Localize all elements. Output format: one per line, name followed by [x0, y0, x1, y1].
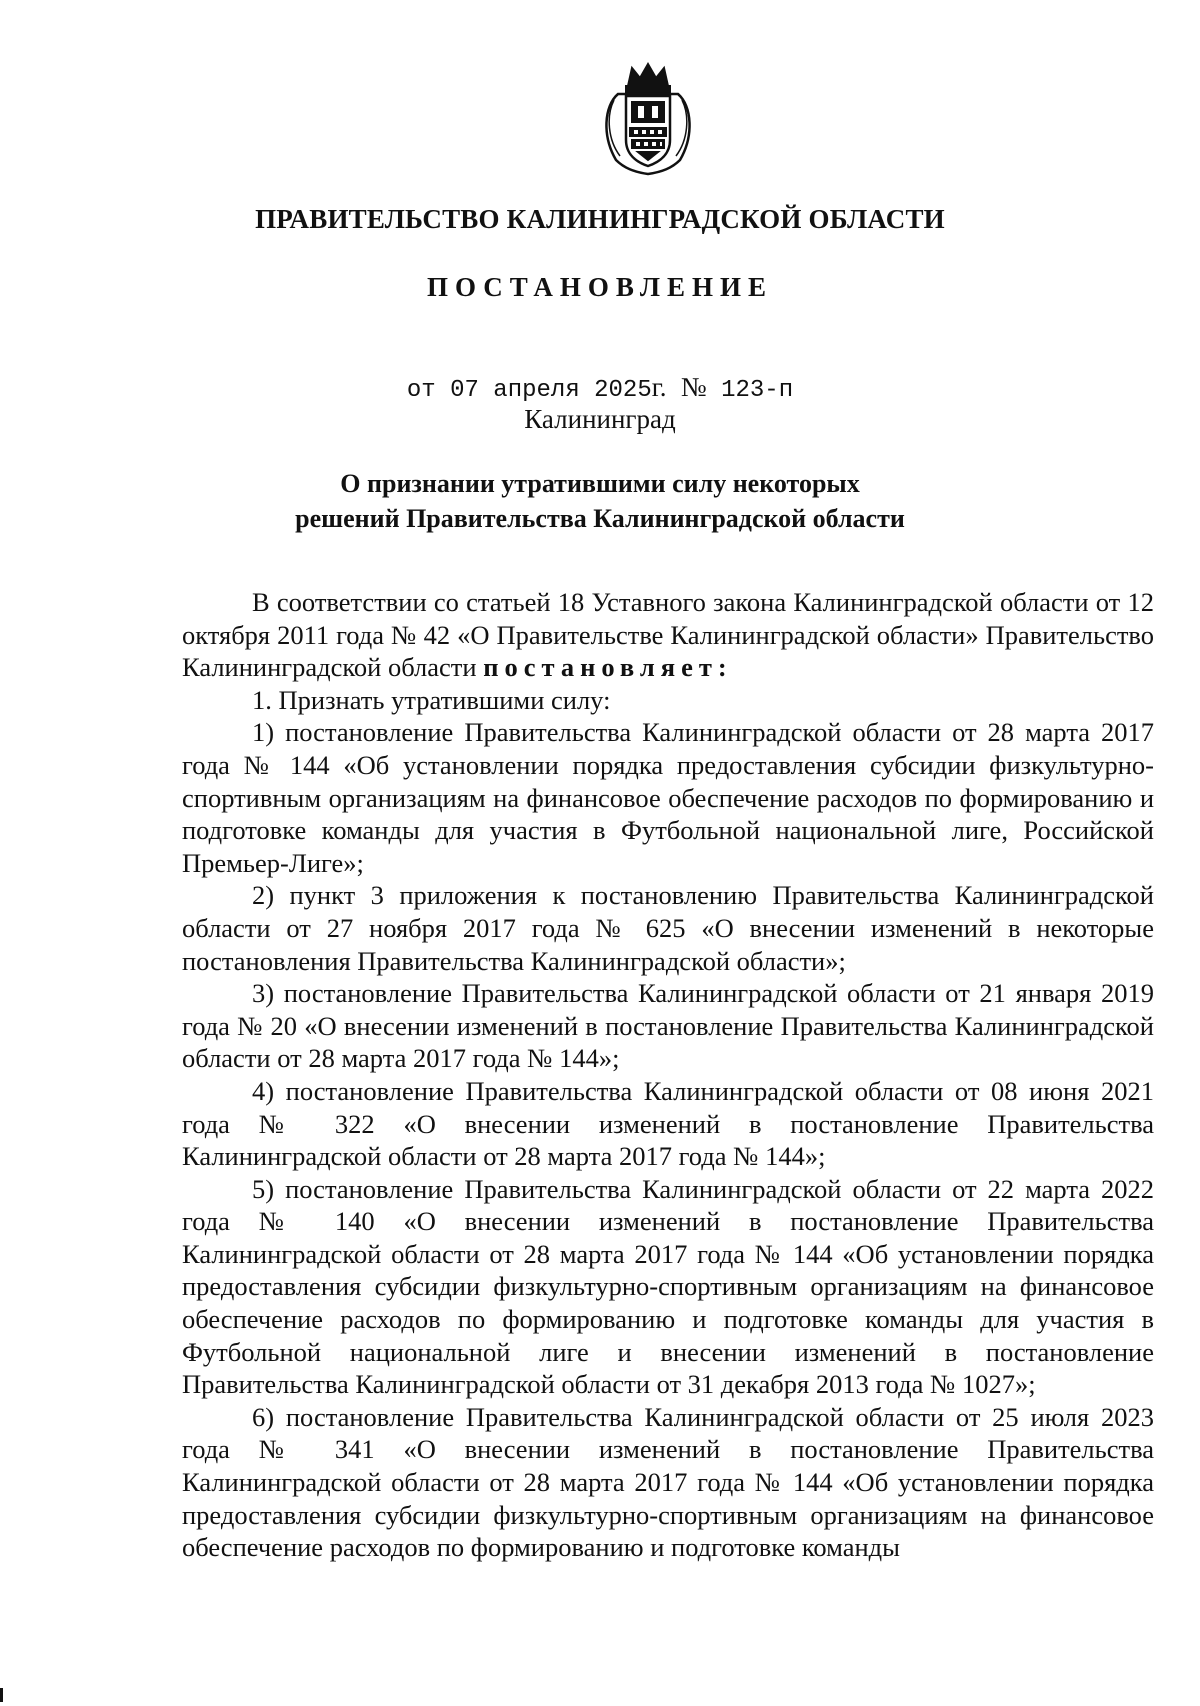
- subclause-4: 4) постановление Правительства Калининградской области от 08 июня 2021 года № 322 «О внесении изменений в постановление Правительства Калининградской области от 28 марта 2017 года № 144»;: [182, 1075, 1154, 1172]
- date-prefix: от: [406, 377, 436, 404]
- kaliningrad-coat-of-arms-icon: [594, 56, 702, 176]
- preamble-resolves: постановляет: [483, 652, 718, 683]
- preamble-colon: :: [717, 652, 727, 683]
- year-suffix: г.: [651, 372, 667, 402]
- clause-1: 1. Признать утратившими силу:: [252, 684, 611, 715]
- document-subject: [0, 466, 1200, 536]
- document-body: [182, 586, 1154, 1564]
- subject-line-1: О признании утратившими силу некоторых: [340, 469, 860, 498]
- number-sign: №: [680, 372, 707, 402]
- document-type-title: ПОСТАНОВЛЕНИЕ: [426, 272, 774, 302]
- document-date-number: [0, 372, 1200, 404]
- subclause-1: 1) постановление Правительства Калининградской области от 28 марта 2017 года № 144 «Об установлении порядка предоставления субсидии физкультурно-спортивным организациям на финансовое обеспечение расходов по формированию и подготовке команды для участия в Футбольной национальной лиге, Российской Премьер-Лиге»;: [182, 717, 1154, 878]
- preamble-text: В соответствии со статьей 18 Уставного закона Калининградской области от 12 октября 2011 года № 42 «О Правительстве Калининградской области» Правительство Калининградской области: [182, 587, 1154, 683]
- subclause-3: 3) постановление Правительства Калининградской области от 21 января 2019 года № 20 «О внесении изменений в постановление Правительства Калининградской области от 28 марта 2017 года № 144»;: [182, 978, 1154, 1074]
- preamble-paragraph: [182, 586, 1154, 684]
- document-number: 123-п: [721, 377, 794, 404]
- organization-title: ПРАВИТЕЛЬСТВО КАЛИНИНГРАДСКОЙ ОБЛАСТИ: [255, 204, 945, 234]
- subclause-6: 6) постановление Правительства Калининградской области от 25 июля 2023 года № 341 «О внесении изменений в постановление Правительства Калининградской области от 28 марта 2017 года № 144 «Об установлении порядка предоставления субсидии физкультурно-спортивным организациям на финансовое обеспечение расходов по формированию и подготовке команды: [182, 1401, 1154, 1563]
- document-city: Калининград: [524, 404, 676, 434]
- subclause-2: 2) пункт 3 приложения к постановлению Правительства Калининградской области от 27 ноября 2017 года № 625 «О внесении изменений в некоторые постановления Правительства Калининградской области»;: [182, 880, 1154, 976]
- date-day-month: 07 апреля: [450, 377, 580, 404]
- date-year: 2025: [594, 377, 652, 404]
- subject-line-2: решений Правительства Калининградской области: [295, 504, 905, 533]
- subclause-5: 5) постановление Правительства Калининградской области от 22 марта 2022 года № 140 «О внесении изменений в постановление Правительства Калининградской области от 28 марта 2017 года № 144 «Об установлении порядка предоставления субсидии физкультурно-спортивным организациям на финансовое обеспечение расходов по формированию и подготовке команды для участия в Футбольной национальной лиге и внесении изменений в постановление Правительства Калининградской области от 31 декабря 2013 года № 1027»;: [182, 1173, 1154, 1400]
- scan-edge-mark: [0, 1688, 3, 1702]
